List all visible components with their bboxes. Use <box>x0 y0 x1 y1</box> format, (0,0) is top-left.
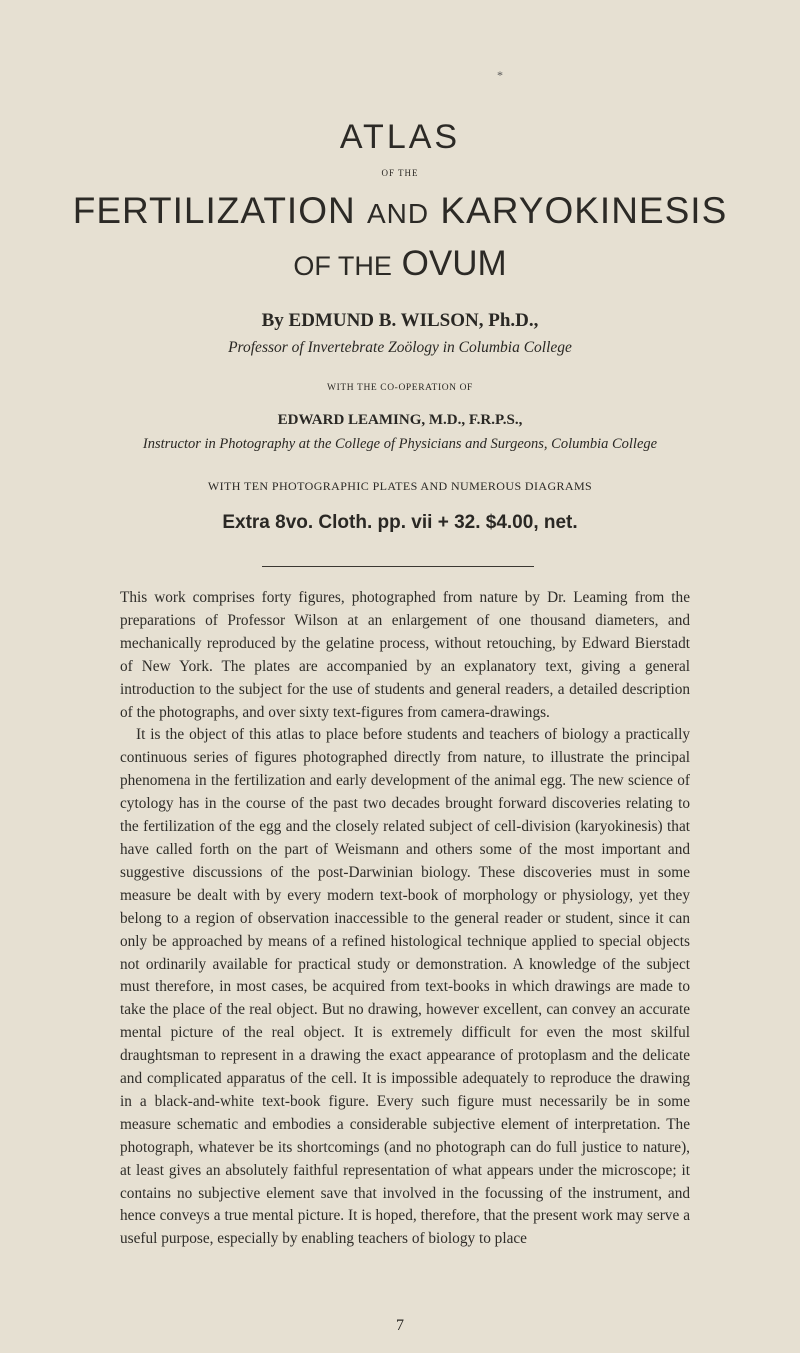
paragraph-1: This work comprises forty figures, photographed from nature by Dr. Leaming from the preparations of Professor Wilson at an enlargement of one thousand diameters, and mechanically reproduced by the gelatine process, without retouching, by Edward Bierstadt of New York. The plates are accompanied by an explanatory text, giving a general introduction to the subject for the use of students and general readers, a detailed description of the photographs, and over sixty text-figures from camera-drawings. <box>120 589 690 721</box>
page-number: 7 <box>396 1317 404 1334</box>
title-word-of-the: OF THE <box>293 251 392 281</box>
price-line: Extra 8vo. Cloth. pp. vii + 32. $4.00, net. <box>222 512 578 533</box>
heading-atlas: ATLAS <box>339 118 461 156</box>
main-title-line2 <box>0 244 800 284</box>
title-word-and: AND <box>366 198 430 229</box>
author-title: Professor of Invertebrate Zoölogy in Columbia College <box>228 339 572 356</box>
cooperation-line: WITH THE CO-OPERATION OF <box>327 383 473 393</box>
coauthor-name: EDWARD LEAMING, M.D., F.R.P.S., <box>277 412 523 428</box>
paragraph-2: It is the object of this atlas to place before students and teachers of biology a practically continuous series of figures photographed directly from nature, to illustrate the principal phenomena in the fertilization and early development of the animal egg. The new science of cytology has in the course of the past two decades brought forward discoveries relating to the fertilization of the egg and the closely related subject of cell-division (karyokinesis) that have called forth on the part of Weismann and others some of the most important and suggestive discussions of the post-Darwinian biology. These discoveries must in some measure be dealt with by every modern text-book of morphology or physiology, yet they belong to a region of observation inaccessible to the general reader or student, since it can only be approached by means of a refined histological technique applied to special objects not ordinarily available for practical study or demonstration. A knowledge of the subject must therefore, in most cases, be acquired from text-books in which drawings are made to take the place of the real object. But no drawing, however excellent, can convey an accurate mental picture of the real object. It is extremely difficult for even the most skilful draughtsman to represent in a drawing the exact appearance of protoplasm and the delicate and complicated apparatus of the cell. It is impossible adequately to reproduce the drawing in a black-and-white text-book figure. Every such figure must necessarily be in some measure schematic and embodies a considerable subjective element of interpretation. The photograph, whatever be its shortcomings (and no photograph can do full justice to nature), at least gives an absolutely faithful representation of what appears under the microscope; it contains no subjective element save that involved in the focussing of the instrument, and hence conveys a true mental picture. It is hoped, therefore, that the present work may serve a useful purpose, especially by enabling teachers of biology to place <box>120 726 690 1248</box>
plates-line: WITH TEN PHOTOGRAPHIC PLATES AND NUMEROUS DIAGRAMS <box>207 479 593 493</box>
heading-of-the: OF THE <box>381 168 419 178</box>
title-word-karyokinesis: KARYOKINESIS <box>440 190 728 231</box>
page-mark: * <box>497 68 503 82</box>
description-body <box>120 587 690 1251</box>
coauthor-title: Instructor in Photography at the College of Physicians and Surgeons, Columbia College <box>142 436 658 452</box>
author-byline: By EDMUND B. WILSON, Ph.D., <box>261 310 539 331</box>
divider-rule <box>262 566 534 567</box>
main-title-line1 <box>0 190 800 232</box>
title-word-fertilization: FERTILIZATION <box>72 190 356 231</box>
title-word-ovum: OVUM <box>401 244 507 283</box>
